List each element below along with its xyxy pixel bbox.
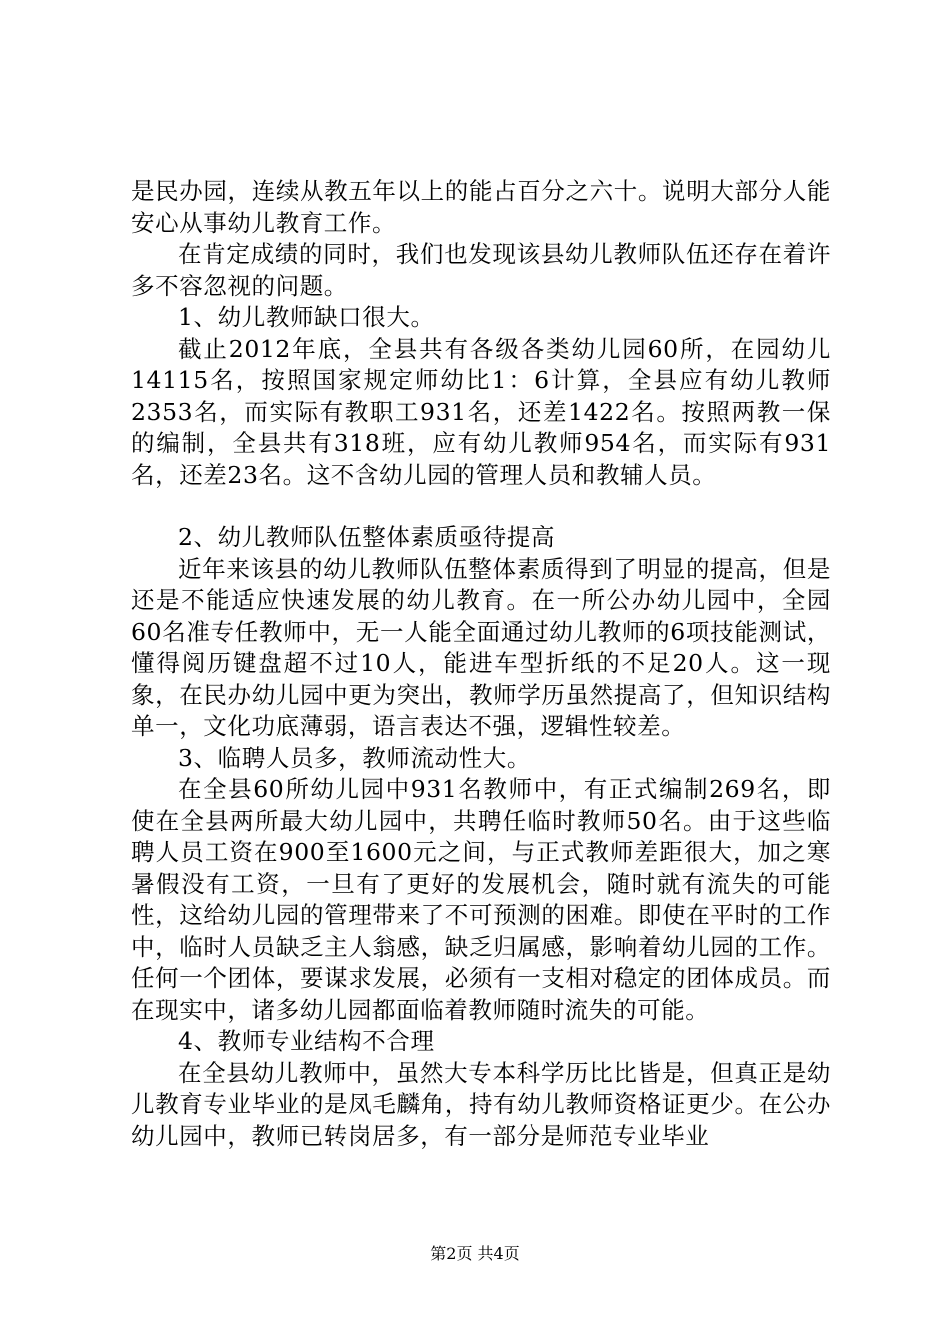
section-heading-3: 3、临聘人员多，教师流动性大。 <box>178 743 531 772</box>
page-number-footer: 第2页 共4页 <box>430 1244 520 1263</box>
section-heading-1: 1、幼儿教师缺口很大。 <box>178 303 435 331</box>
paragraph-professional-structure: 在全县幼儿教师中，虽然大专本科学历比比皆是，但真正是幼儿教育专业毕业的是凤毛麟角，持有幼儿教师资格证更少。在公办幼儿园中，教师已转岗居多，有一部分是师范专业毕业 <box>131 1058 831 1150</box>
paragraph-intro-problems: 在肯定成绩的同时，我们也发现该县幼儿教师队伍还存在着许多不容忽视的问题。 <box>131 240 831 300</box>
section-heading-4: 4、教师专业结构不合理 <box>178 1027 435 1055</box>
document-body <box>131 176 831 1152</box>
paragraph-temporary-staff: 在全县60所幼儿园中931名教师中，有正式编制269名，即使在全县两所最大幼儿园中，共聘任临时教师50名。由于这些临聘人员工资在900至1600元之间，与正式教师差距很大，加之寒暑假没有工资，一旦有了更好的发展机会，随时就有流失的可能性，这给幼儿园的管理带来了不可预测的困难。即使在平时的工作中，临时人员缺乏主人翁感，缺乏归属感，影响着幼儿园的工作。任何一个团体，要谋求发展，必须有一支相对稳定的团体成员。而在现实中，诸多幼儿园都面临着教师随时流失的可能。 <box>131 775 831 1024</box>
paragraph-teacher-quality: 近年来该县的幼儿教师队伍整体素质得到了明显的提高，但是还是不能适应快速发展的幼儿教育。在一所公办幼儿园中，全园60名准专任教师中，无一人能全面通过幼儿教师的6项技能测试，懂得阅历键盘超不过10人，能进车型折纸的不足20人。这一现象，在民办幼儿园中更为突出，教师学历虽然提高了，但知识结构单一，文化功底薄弱，语言表达不强，逻辑性较差。 <box>131 554 831 740</box>
paragraph-teacher-shortage: 截止2012年底，全县共有各级各类幼儿园60所，在园幼儿14115名，按照国家规定师幼比1：6计算，全县应有幼儿教师2353名，而实际有教职工931名，还差1422名。按照两教一保的编制，全县共有318班，应有幼儿教师954名，而实际有931名，还差23名。这不含幼儿园的管理人员和教辅人员。 <box>131 334 831 489</box>
paragraph-continuation: 是民办园，连续从教五年以上的能占百分之六十。说明大部分人能安心从事幼儿教育工作。 <box>131 177 831 237</box>
section-heading-2: 2、幼儿教师队伍整体素质亟待提高 <box>178 523 556 551</box>
